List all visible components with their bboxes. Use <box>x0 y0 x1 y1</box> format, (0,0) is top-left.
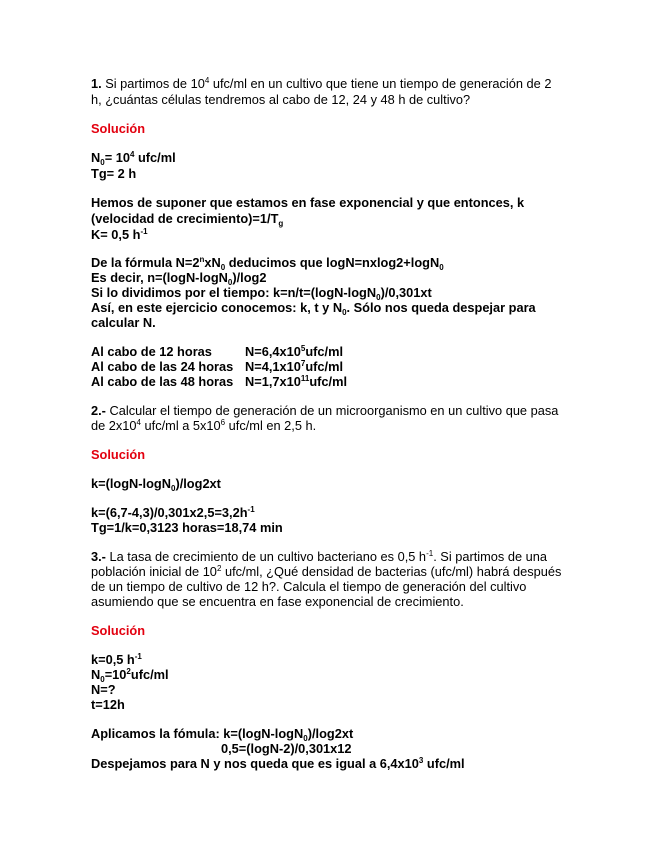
superscript: -1 <box>134 652 142 661</box>
superscript: -1 <box>426 549 434 558</box>
problem-1-hypothesis-line-1: Hemos de suponer que estamos en fase exponencial y que entonces, k <box>91 195 525 210</box>
subscript: 0 <box>100 675 105 684</box>
superscript: 4 <box>136 418 141 427</box>
problem-3-text-line-4: asumiendo que se encuentra en fase exponencial de crecimiento. <box>91 594 464 609</box>
text: = 10 <box>104 150 130 165</box>
subscript: 0 <box>439 263 444 272</box>
text: La tasa de crecimiento de un cultivo bacteriano es 0,5 h <box>105 549 427 564</box>
problem-1-formula-line-4 <box>91 300 536 315</box>
text: . Si partimos de una <box>433 549 547 564</box>
text: Aplicamos la fómula: k=(logN-logN <box>91 726 304 741</box>
problem-1-number: 1. <box>91 76 102 91</box>
subscript: g <box>278 219 284 228</box>
text: ufc/ml <box>309 374 348 389</box>
text: h, ¿cuántas células tendremos al cabo de 12, 24 y 48 h de cultivo? <box>91 92 471 107</box>
problem-1-tg: Tg= 2 h <box>91 166 137 181</box>
text: k=(logN-logN <box>91 476 171 491</box>
text: N=6,4x10 <box>245 344 301 359</box>
text: )/log2xt <box>175 476 221 491</box>
text: Despejamos para N y nos queda que es igual a 6,4x10 <box>91 756 419 771</box>
result-value <box>245 359 343 374</box>
text: ufc/ml <box>423 756 465 771</box>
superscript: 11 <box>300 374 310 383</box>
superscript: 3 <box>418 756 424 765</box>
superscript: 2 <box>216 564 222 573</box>
problem-3-result <box>91 756 465 771</box>
superscript: n <box>199 255 205 264</box>
text: ufc/ml, ¿Qué densidad de bacterias (ufc/ml) habrá después <box>221 564 562 579</box>
problem-1-text-line-2 <box>91 92 470 107</box>
problem-3-n0 <box>91 667 169 682</box>
text: ufc/ml en 2,5 h. <box>225 418 317 433</box>
problem-1-formula-line-3 <box>91 285 432 300</box>
result-label: Al cabo de las 24 horas <box>91 359 234 374</box>
problem-3-text-line-3: de un tiempo de cultivo de 12 h?. Calcula el tiempo de generación del cultivo <box>91 579 527 594</box>
result-value <box>245 344 343 359</box>
superscript: 4 <box>204 76 210 85</box>
superscript: 4 <box>129 150 135 159</box>
superscript: 6 <box>220 418 226 427</box>
text: xN <box>204 255 221 270</box>
problem-2-k-formula <box>91 476 221 491</box>
problem-3-k <box>91 652 142 667</box>
superscript: -1 <box>247 505 255 514</box>
text: Es decir, n=(logN-logN <box>91 270 228 285</box>
problem-1-formula-line-5: calcular N. <box>91 315 156 330</box>
text: (velocidad de crecimiento)=1/T <box>91 211 279 226</box>
text: )/0,301xt <box>380 285 432 300</box>
text: ufc/ml en un cultivo que tiene un tiempo de generación de 2 <box>209 76 552 91</box>
text: ufc/ml a 5x10 <box>141 418 221 433</box>
problem-3-equation: 0,5=(logN-2)/0,301x12 <box>221 741 352 756</box>
text: N=4,1x10 <box>245 359 301 374</box>
problem-3-number: 3.- <box>91 549 106 564</box>
subscript: 0 <box>220 263 226 272</box>
problem-2-text-line-1 <box>91 403 558 418</box>
problem-3-solution-heading: Solución <box>91 623 146 638</box>
superscript: 2 <box>126 667 131 676</box>
text: ufc/ml <box>305 359 343 374</box>
subscript: 0 <box>376 293 381 302</box>
superscript: -1 <box>140 227 148 236</box>
subscript: 0 <box>227 278 233 287</box>
text: ufc/ml <box>130 667 169 682</box>
text: )/log2xt <box>307 726 354 741</box>
text: ufc/ml <box>134 150 176 165</box>
text: N=1,7x10 <box>245 374 301 389</box>
text: Si lo dividimos por el tiempo: k=n/t=(logN-logN <box>91 285 377 300</box>
problem-3-text-line-2 <box>91 564 561 579</box>
text: Así, en este ejercicio conocemos: k, t y N <box>91 300 343 315</box>
text: ufc/ml <box>305 344 343 359</box>
subscript: 0 <box>170 484 176 493</box>
text: deducimos que logN=nxlog2+logN <box>225 255 440 270</box>
subscript: 0 <box>100 158 105 167</box>
problem-1-hypothesis-line-2 <box>91 211 283 226</box>
result-label: Al cabo de las 48 horas <box>91 374 234 389</box>
subscript: 0 <box>342 308 347 317</box>
text: Calcular el tiempo de generación de un microorganismo en un cultivo que pasa <box>105 403 559 418</box>
problem-2-tg: Tg=1/k=0,3123 horas=18,74 min <box>91 520 283 535</box>
result-value <box>245 374 347 389</box>
problem-2-text-line-2 <box>91 418 316 433</box>
text: N <box>91 150 101 165</box>
text: . Sólo nos queda despejar para <box>346 300 536 315</box>
problem-1-solution-heading: Solución <box>91 121 146 136</box>
text: =10 <box>104 667 127 682</box>
problem-1-formula-line-1 <box>91 255 444 270</box>
result-label: Al cabo de 12 horas <box>91 344 212 359</box>
text: K= 0,5 h <box>91 227 141 242</box>
result-row <box>91 359 343 374</box>
text: población inicial de 10 <box>91 564 217 579</box>
text: )/log2 <box>232 270 267 285</box>
problem-1-text-line-1 <box>91 76 551 91</box>
text: de 2x10 <box>91 418 137 433</box>
subscript: 0 <box>303 734 308 743</box>
problem-3-t: t=12h <box>91 697 125 712</box>
result-row <box>91 344 343 359</box>
text: De la fórmula N=2 <box>91 255 200 270</box>
superscript: 7 <box>300 359 306 368</box>
problem-1-k-value <box>91 227 148 242</box>
text: Si partimos de 10 <box>101 76 205 91</box>
text: N <box>91 667 101 682</box>
text: k=0,5 h <box>91 652 135 667</box>
problem-1-n0 <box>91 150 176 165</box>
problem-3-text-line-1 <box>91 549 547 564</box>
superscript: 5 <box>300 344 306 353</box>
problem-3-n: N=? <box>91 682 116 697</box>
result-row <box>91 374 347 389</box>
problem-2-k-value <box>91 505 255 520</box>
problem-1-formula-line-2 <box>91 270 266 285</box>
text: k=(6,7-4,3)/0,301x2,5=3,2h <box>91 505 248 520</box>
problem-2-solution-heading: Solución <box>91 447 146 462</box>
problem-2-number: 2.- <box>91 403 106 418</box>
problem-3-apply-formula <box>91 726 353 741</box>
